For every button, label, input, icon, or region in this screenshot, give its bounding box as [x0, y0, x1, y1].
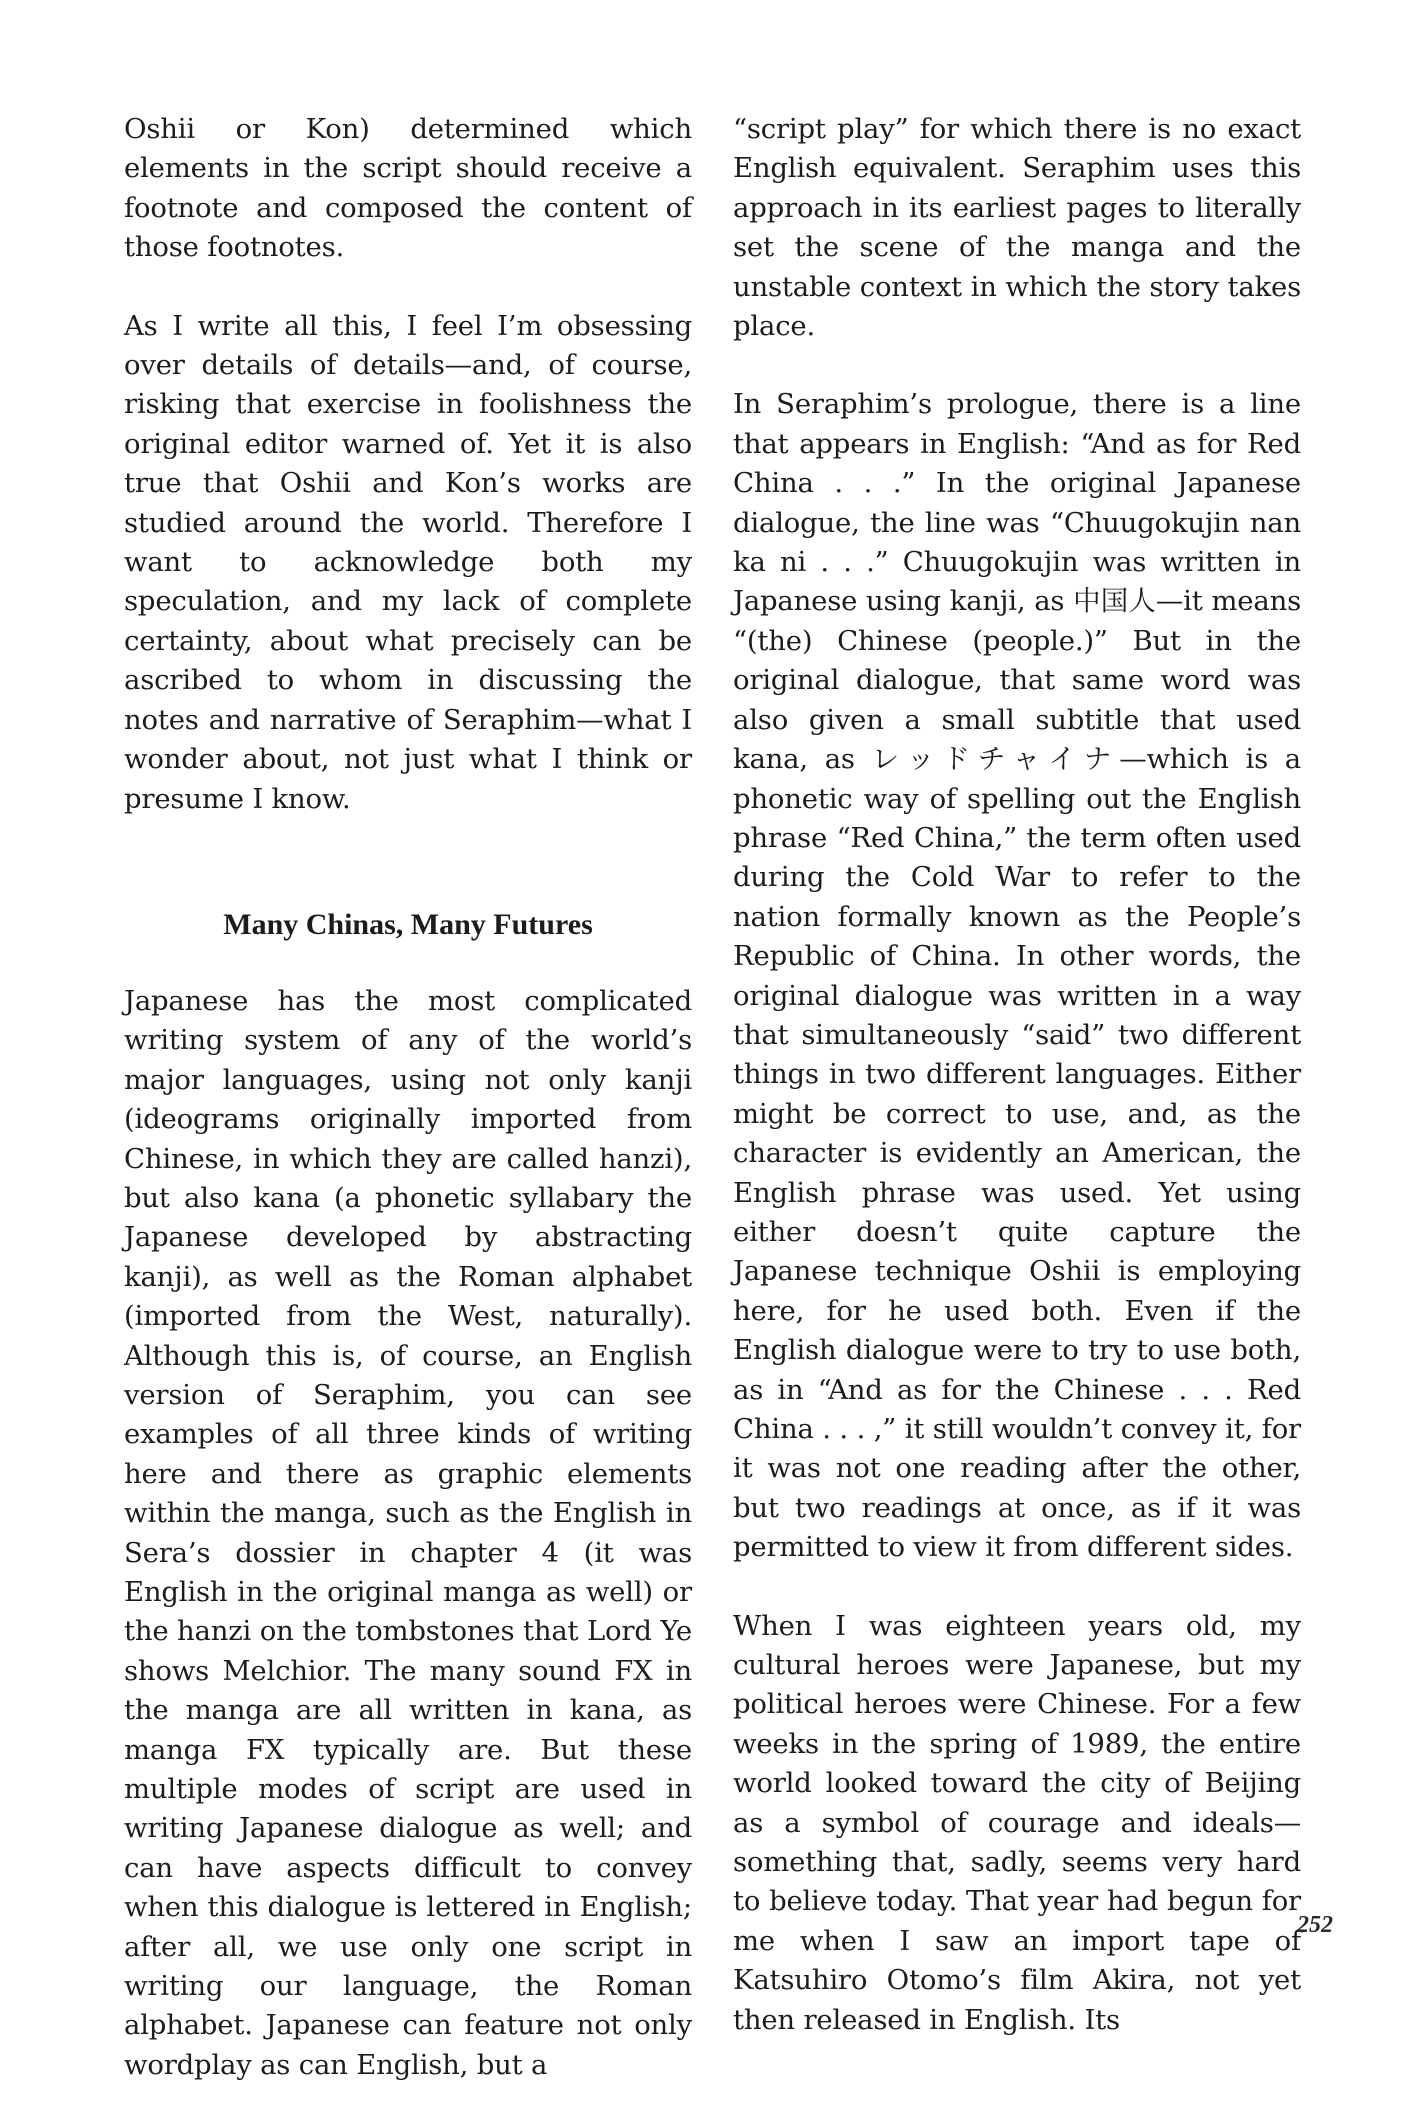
paragraph: In Seraphim’s prologue, there is a line that appears in English: “And as for Red China . . .” In the original Japanese dialogue, the line was “Chuugokujin nan ka ni . . .” Chuugokujin was written in Japanese using kanji, as 中国人—it means “(the) Chinese (people.)” But in the original dialogue, that same word was also given a small subtitle that used kana, as レッドチャイナ—which is a phonetic way of spelling out the English phrase “Red China,” the term often used during the Cold War to refer to the nation formally known as the People’s Republic of China. In other words, the original dialogue was written in a way that simultaneously “said” two different things in two different languages. Either might be correct to use, and, as the character is evidently an American, the English phrase was used. Yet using either doesn’t quite capture the Japanese technique Oshii is employing here, for he used both. Even if the English dialogue were to try to use both, as in “And as for the Chinese . . . Red China . . . ,” it still wouldn’t convey it, for it was not one reading after the other, but two readings at once, as if it was permitted to view it from different sides.: [733, 388, 1301, 1564]
paragraph: “script play” for which there is no exact English equivalent. Seraphim uses this approach in its earliest pages to literally set the scene of the manga and the unstable context in which the story takes place.: [733, 113, 1301, 343]
left-column: [124, 110, 692, 2124]
paragraph: Oshii or Kon) determined which elements in the script should receive a footnote and composed the content of those footnotes.: [124, 113, 692, 264]
paragraph: Japanese has the most complicated writing system of any of the world’s major languages, using not only kanji (ideograms originally imported from Chinese, in which they are called hanzi), but also kana (a phonetic syllabary the Japanese developed by abstracting kanji), as well as the Roman alphabet (imported from the West, naturally). Although this is, of course, an English version of Seraphim, you can see examples of all three kinds of writing here and there as graphic elements within the manga, such as the English in Sera’s dossier in chapter 4 (it was English in the original manga as well) or the hanzi on the tombstones that Lord Ye shows Melchior. The many sound FX in the manga are all written in kana, as manga FX typically are. But these multiple modes of script are used in writing Japanese dialogue as well; and can have aspects difficult to convey when this dialogue is lettered in English; after all, we use only one script in writing our language, the Roman alphabet. Japanese can feature not only wordplay as can English, but a: [124, 984, 692, 2081]
right-column: [733, 110, 1301, 2079]
paragraph: When I was eighteen years old, my cultural heroes were Japanese, but my political heroes were Chinese. For a few weeks in the spring of 1989, the entire world looked toward the city of Beijing as a symbol of courage and ideals—something that, sadly, seems very hard to believe today. That year had begun for me when I saw an import tape of Katsuhiro Otomo’s film Akira, not yet then released in English. Its: [733, 1609, 1301, 2036]
paragraph: As I write all this, I feel I’m obsessing over details of details—and, of course, risking that exercise in foolishness the original editor warned of. Yet it is also true that Oshii and Kon’s works are studied around the world. Therefore I want to acknowledge both my speculation, and my lack of complete certainty, about what precisely can be ascribed to whom in discussing the notes and narrative of Seraphim—what I wonder about, not just what I think or presume I know.: [124, 309, 692, 815]
section-heading: Many Chinas, Many Futures: [223, 907, 593, 941]
page-number: 252: [1297, 1912, 1333, 1938]
